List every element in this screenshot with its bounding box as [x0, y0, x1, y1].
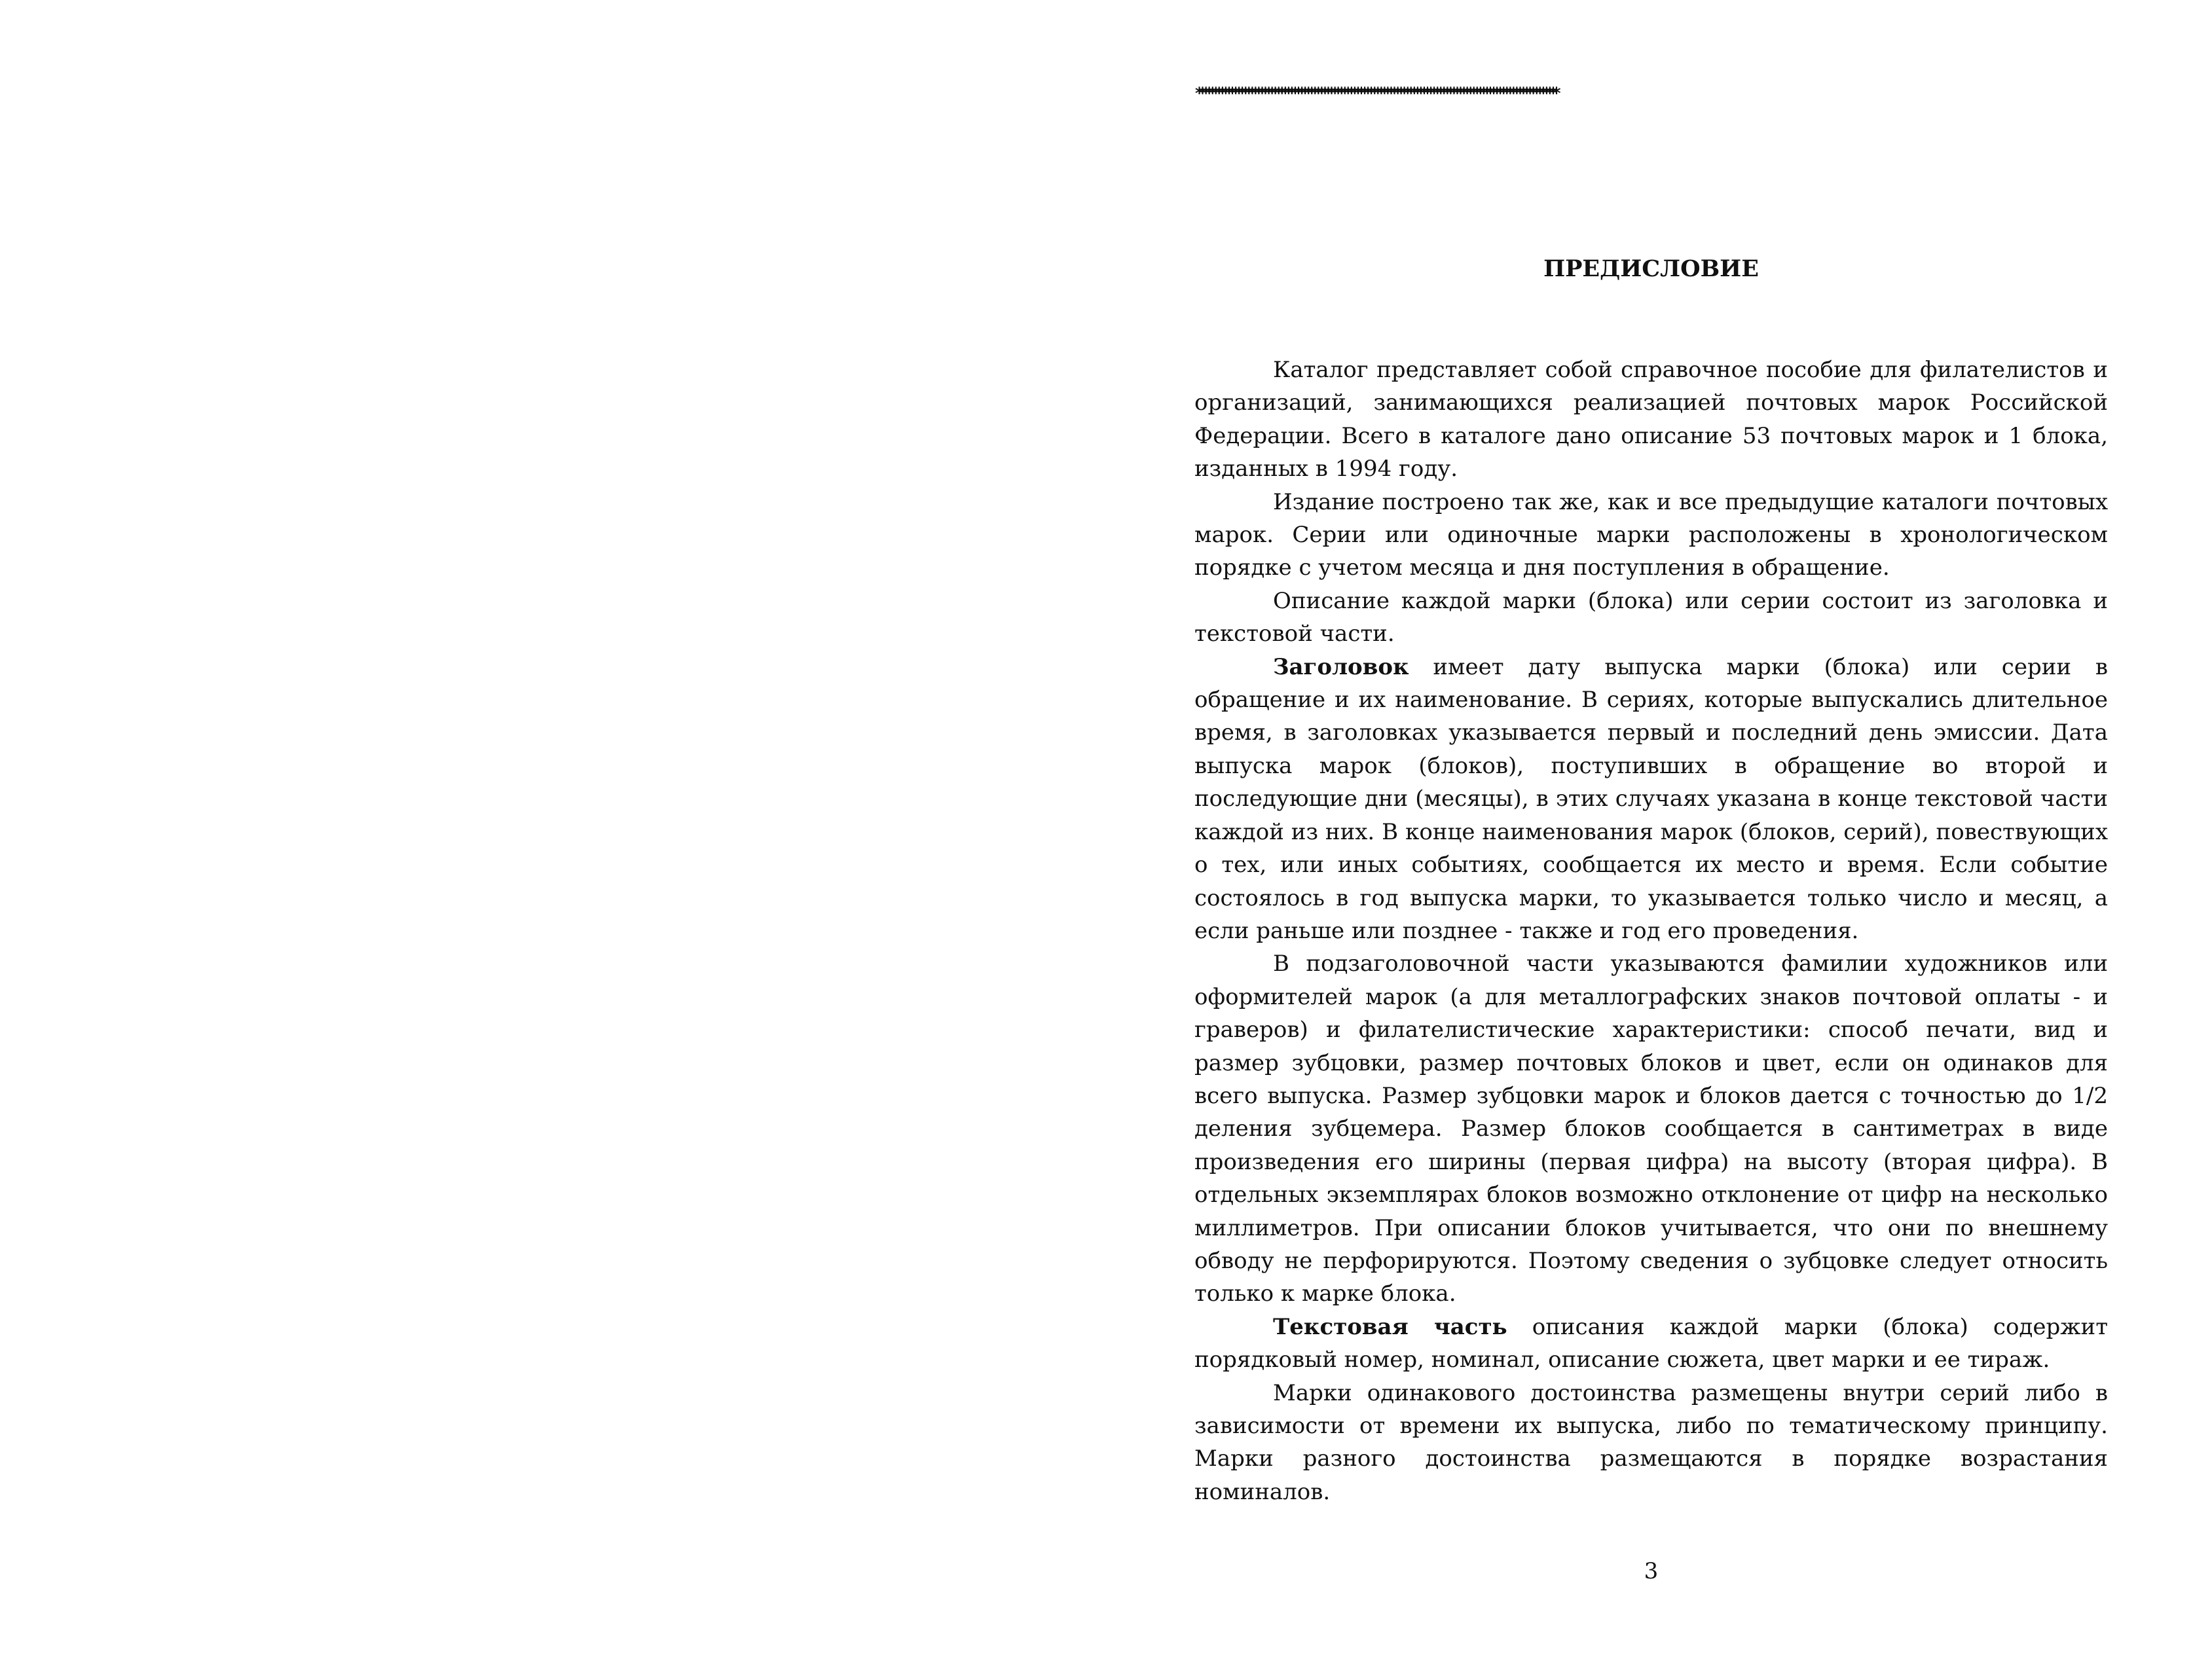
paragraph-6: Текстовая часть описания каждой марки (блока) содержит порядковый номер, номинал, описание сюжета, цвет марки и ее тираж. [1194, 1313, 2108, 1373]
page-number: 3 [1644, 1558, 1659, 1584]
term-heading: Заголовок [1273, 653, 1409, 680]
term-text-part: Текстовая часть [1273, 1313, 1507, 1340]
right-page [1106, 0, 2212, 1655]
paragraph-4: Заголовок имеет дату выпуска марки (блока) или серии в обращение и их наименование. В сериях, которые выпускались длительное время, в заголовках указывается первый и последний день эмиссии. Дата выпуска марок (блоков), поступивших в обращение во второй и последующие дни (месяцы), в этих случаях указана в конце текстовой части каждой из них. В конце наименования марок (блоков, серий), повествующих о тех, или иных событиях, сообщается их место и время. Если событие состоялось в год выпуска марки, то указывается только число и месяц, а если раньше или позднее - также и год его проведения. [1194, 653, 2108, 944]
paragraph-3: Описание каждой марки (блока) или серии состоит из заголовка и текстовой части. [1194, 587, 2108, 647]
paragraph-5: В подзаголовочной части указываются фамилии художников или оформителей марок (а для металлографских знаков почтовой оплаты - и граверов) и филателистические характеристики: способ печати, вид и размер зубцовки, размер почтовых блоков и цвет, если он одинаков для всего выпуска. Размер зубцовки марок и блоков дается с точностью до 1/2 деления зубцемера. Размер блоков сообщается в сантиметрах в виде произведения его ширины (первая цифра) на высоту (вторая цифра). В отдельных экземплярах блоков возможно отклонение от цифр на несколько миллиметров. При описании блоков учитывается, что они по внешнему обводу не перфорируются. Поэтому сведения о зубцовке следует относить только к марке блока. [1194, 951, 2108, 1307]
paragraph-1: Каталог представляет собой справочное пособие для филателистов и организаций, занимающихся реализацией почтовых марок Российской Федерации. Всего в каталоге дано описание 53 почтовых марок и 1 блока, изданных в 1994 году. [1194, 357, 2108, 482]
page-title: ПРЕДИСЛОВИЕ [1543, 255, 1759, 282]
paragraph-7: Марки одинакового достоинства размещены внутри серий либо в зависимости от времени их выпуска, либо по тематическому принципу. Марки разного достоинства размещаются в порядке возрастания номиналов. [1194, 1379, 2108, 1505]
paragraph-2: Издание построено так же, как и все предыдущие каталоги почтовых марок. Серии или одиночные марки расположены в хронологическом порядке с учетом месяца и дня поступления в обращение. [1194, 488, 2108, 581]
preface-body [1194, 354, 2108, 1508]
asterisk-header-rule: ************************************************************************************************************* [1194, 85, 1555, 102]
